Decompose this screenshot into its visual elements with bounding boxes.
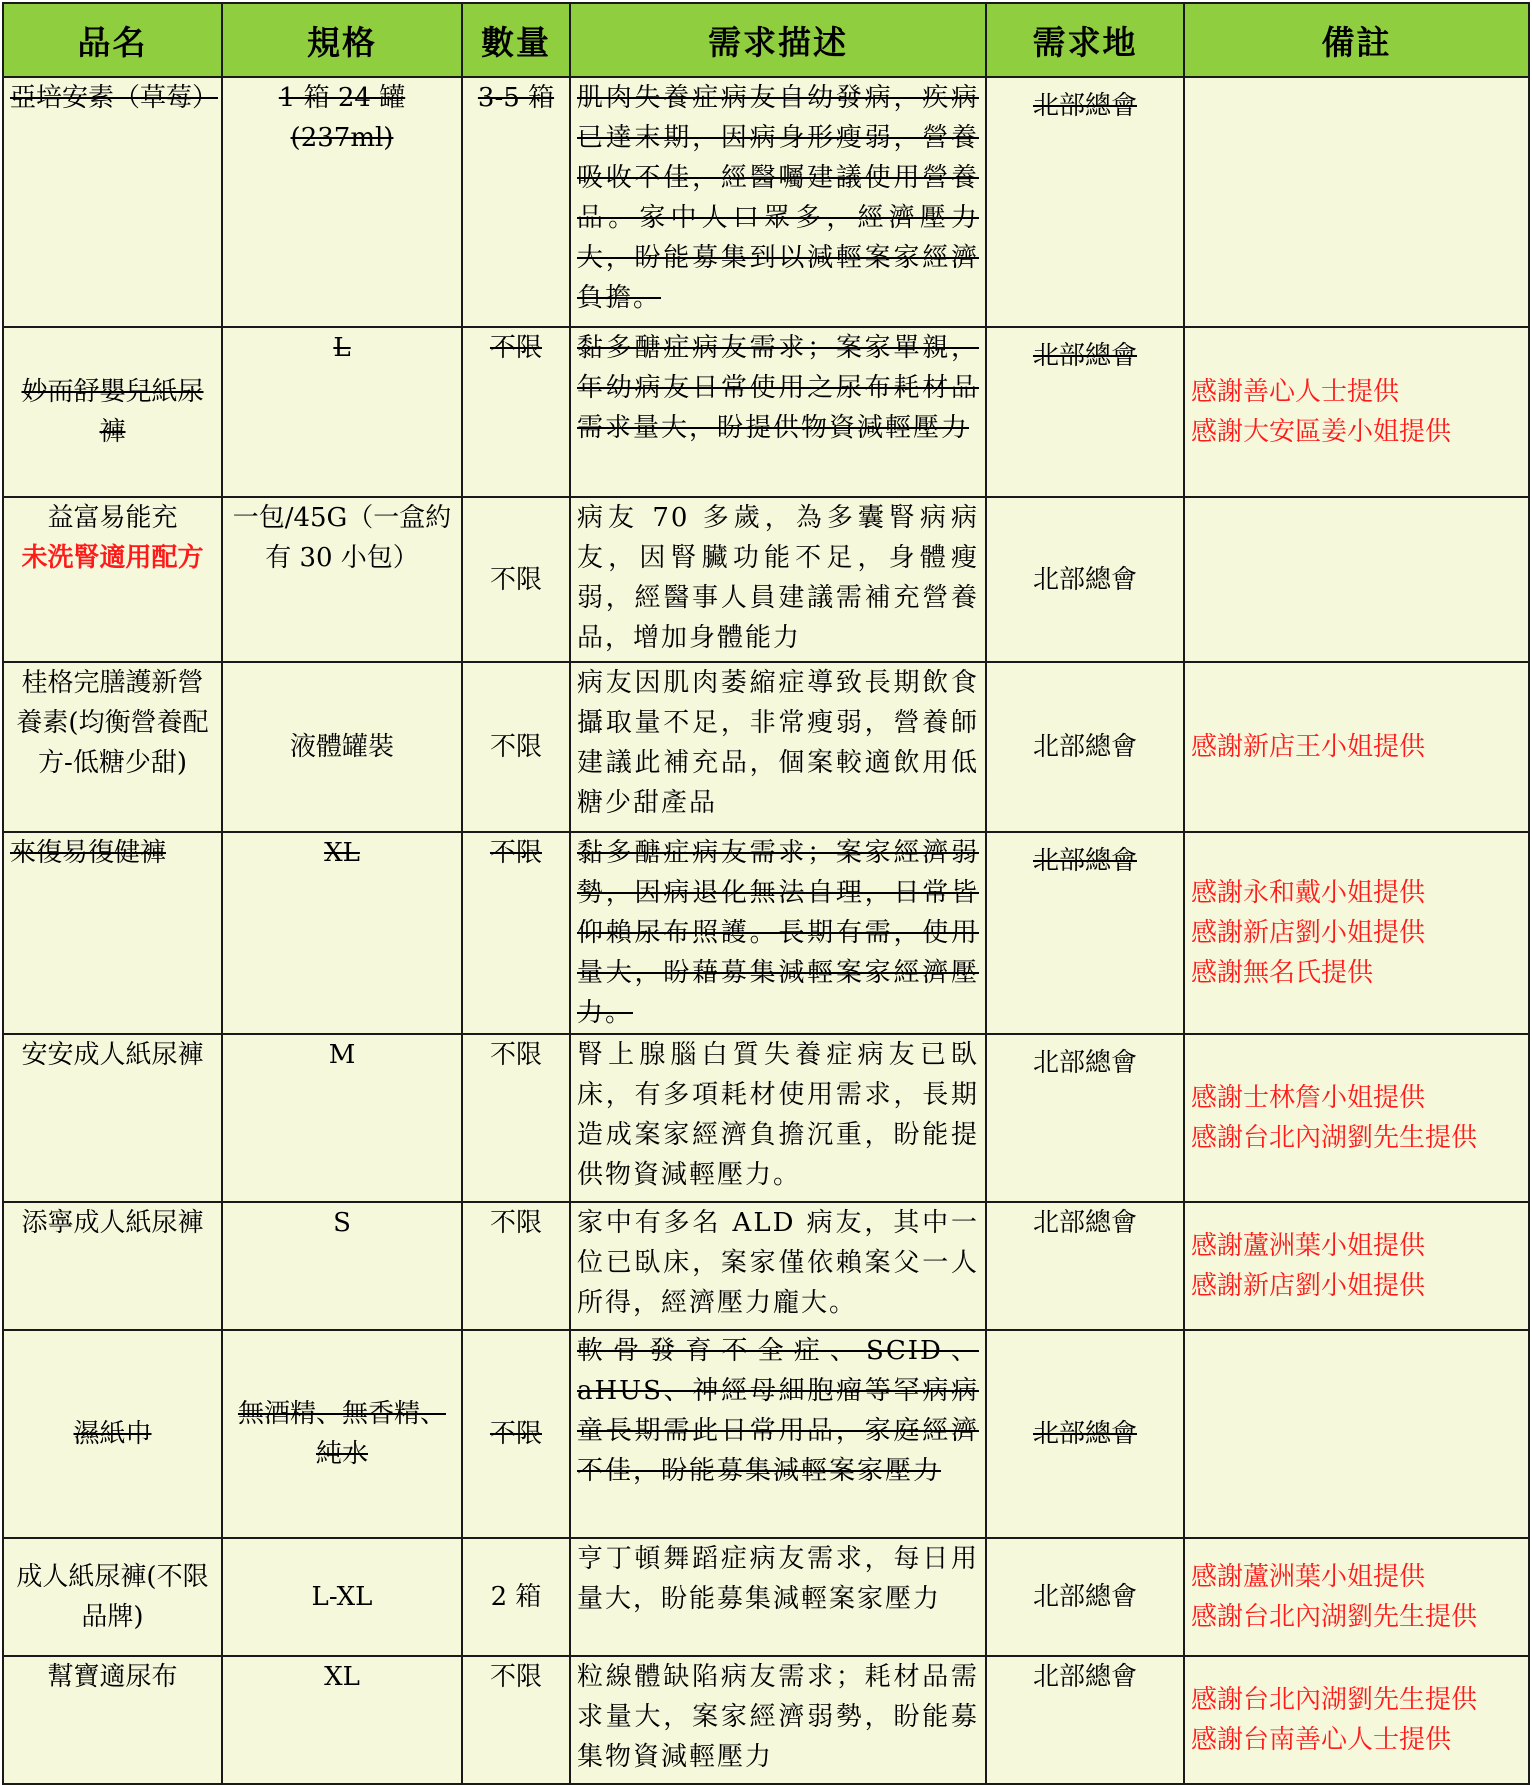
item-notes <box>1184 1034 1529 1202</box>
note-line: 感謝蘆洲葉小姐提供 <box>1191 1231 1426 1261</box>
note-line: 感謝大安區姜小姐提供 <box>1191 417 1452 447</box>
item-desc: 家中有多名 ALD 病友，其中一位已臥床，案家僅依賴案父一人所得，經濟壓力龐大。 <box>570 1202 986 1330</box>
item-location: 北部總會 <box>986 1656 1184 1784</box>
item-qty: 3-5 箱 <box>462 77 570 327</box>
item-name: 濕紙巾 <box>3 1330 222 1538</box>
note-line: 感謝新店劉小姐提供 <box>1191 1271 1426 1301</box>
table-row <box>3 497 1529 662</box>
item-qty: 不限 <box>462 1656 570 1784</box>
col-header-spec: 規格 <box>222 3 462 77</box>
item-desc: 軟骨發育不全症、SCID、aHUS、神經母細胞瘤等罕病病童長期需此日常用品，家庭經濟不佳，盼能募集減輕案家壓力 <box>570 1330 986 1538</box>
item-spec: L <box>222 327 462 497</box>
item-notes <box>1184 1656 1529 1784</box>
item-notes <box>1184 77 1529 327</box>
note-line: 感謝台南善心人士提供 <box>1191 1725 1452 1755</box>
needs-table <box>2 2 1530 1785</box>
table-row <box>3 1330 1529 1538</box>
note-line: 感謝新店劉小姐提供 <box>1191 918 1426 948</box>
item-desc: 黏多醣症病友需求；案家單親，年幼病友日常使用之尿布耗材品需求量大，盼提供物資減輕壓力 <box>570 327 986 497</box>
item-notes <box>1184 1330 1529 1538</box>
item-desc: 病友因肌肉萎縮症導致長期飲食攝取量不足，非常瘦弱，營養師建議此補充品，個案較適飲用低糖少甜產品 <box>570 662 986 832</box>
item-notes <box>1184 327 1529 497</box>
item-spec: M <box>222 1034 462 1202</box>
item-spec: XL <box>222 832 462 1034</box>
item-desc: 腎上腺腦白質失養症病友已臥床，有多項耗材使用需求，長期造成案家經濟負擔沉重，盼能提供物資減輕壓力。 <box>570 1034 986 1202</box>
item-qty: 不限 <box>462 1330 570 1538</box>
item-name: 妙而舒嬰兒紙尿褲 <box>3 327 222 497</box>
item-spec: XL <box>222 1656 462 1784</box>
item-name-text: 益富易能充 <box>47 503 178 533</box>
item-location: 北部總會 <box>986 1330 1184 1538</box>
col-header-qty: 數量 <box>462 3 570 77</box>
item-location: 北部總會 <box>986 1538 1184 1656</box>
note-line: 感謝台北內湖劉先生提供 <box>1191 1602 1478 1632</box>
item-name: 來復易復健褲 <box>3 832 222 1034</box>
item-spec: 無酒精、無香精、純水 <box>222 1330 462 1538</box>
table-row <box>3 1202 1529 1330</box>
item-name: 幫寶適尿布 <box>3 1656 222 1784</box>
item-name: 亞培安素（草莓） <box>3 77 222 327</box>
table-row <box>3 1656 1529 1784</box>
item-desc: 亨丁頓舞蹈症病友需求，每日用量大，盼能募集減輕案家壓力 <box>570 1538 986 1656</box>
note-line: 感謝永和戴小姐提供 <box>1191 878 1426 908</box>
item-qty: 不限 <box>462 1034 570 1202</box>
table-row <box>3 327 1529 497</box>
item-qty: 不限 <box>462 832 570 1034</box>
col-header-name: 品名 <box>3 3 222 77</box>
item-spec: 1 箱 24 罐(237ml) <box>222 77 462 327</box>
item-location: 北部總會 <box>986 327 1184 497</box>
header-row <box>3 3 1529 77</box>
item-qty: 不限 <box>462 662 570 832</box>
table-row <box>3 1034 1529 1202</box>
item-location: 北部總會 <box>986 1202 1184 1330</box>
note-line: 感謝台北內湖劉先生提供 <box>1191 1123 1478 1153</box>
item-desc: 粒線體缺陷病友需求；耗材品需求量大，案家經濟弱勢，盼能募集物資減輕壓力 <box>570 1656 986 1784</box>
note-line: 感謝蘆洲葉小姐提供 <box>1191 1562 1426 1592</box>
item-spec: 一包/45G（一盒約有 30 小包） <box>222 497 462 662</box>
item-desc: 肌肉失養症病友自幼發病，疾病已達末期，因病身形瘦弱，營養吸收不佳，經醫囑建議使用營養品。家中人口眾多，經濟壓力大，盼能募集到以減輕案家經濟負擔。 <box>570 77 986 327</box>
item-notes <box>1184 662 1529 832</box>
note-line: 感謝善心人士提供 <box>1191 377 1400 407</box>
col-header-desc: 需求描述 <box>570 3 986 77</box>
item-location: 北部總會 <box>986 497 1184 662</box>
item-location: 北部總會 <box>986 662 1184 832</box>
item-name: 桂格完膳護新營養素(均衡營養配方-低糖少甜) <box>3 662 222 832</box>
item-name: 添寧成人紙尿褲 <box>3 1202 222 1330</box>
table-row <box>3 662 1529 832</box>
item-spec: S <box>222 1202 462 1330</box>
note-line: 感謝無名氏提供 <box>1191 958 1374 988</box>
item-name-highlight: 未洗腎適用配方 <box>21 543 204 573</box>
item-qty: 不限 <box>462 1202 570 1330</box>
item-name: 成人紙尿褲(不限品牌) <box>3 1538 222 1656</box>
item-notes <box>1184 1202 1529 1330</box>
item-name <box>3 497 222 662</box>
item-location: 北部總會 <box>986 77 1184 327</box>
item-desc: 病友 70 多歲，為多囊腎病病友，因腎臟功能不足，身體瘦弱，經醫事人員建議需補充營養品，增加身體能力 <box>570 497 986 662</box>
item-notes <box>1184 497 1529 662</box>
item-qty: 2 箱 <box>462 1538 570 1656</box>
table-row <box>3 77 1529 327</box>
note-line: 感謝新店王小姐提供 <box>1191 732 1426 762</box>
item-name: 安安成人紙尿褲 <box>3 1034 222 1202</box>
item-spec: 液體罐裝 <box>222 662 462 832</box>
item-desc: 黏多醣症病友需求；案家經濟弱勢，因病退化無法自理，日常皆仰賴尿布照護。長期有需，使用量大，盼藉募集減輕案家經濟壓力。 <box>570 832 986 1034</box>
table-row <box>3 1538 1529 1656</box>
item-location: 北部總會 <box>986 1034 1184 1202</box>
item-notes <box>1184 1538 1529 1656</box>
item-qty: 不限 <box>462 497 570 662</box>
note-line: 感謝士林詹小姐提供 <box>1191 1083 1426 1113</box>
item-location: 北部總會 <box>986 832 1184 1034</box>
col-header-location: 需求地 <box>986 3 1184 77</box>
item-notes <box>1184 832 1529 1034</box>
item-qty: 不限 <box>462 327 570 497</box>
col-header-notes: 備註 <box>1184 3 1529 77</box>
item-spec: L-XL <box>222 1538 462 1656</box>
table-row <box>3 832 1529 1034</box>
note-line: 感謝台北內湖劉先生提供 <box>1191 1685 1478 1715</box>
